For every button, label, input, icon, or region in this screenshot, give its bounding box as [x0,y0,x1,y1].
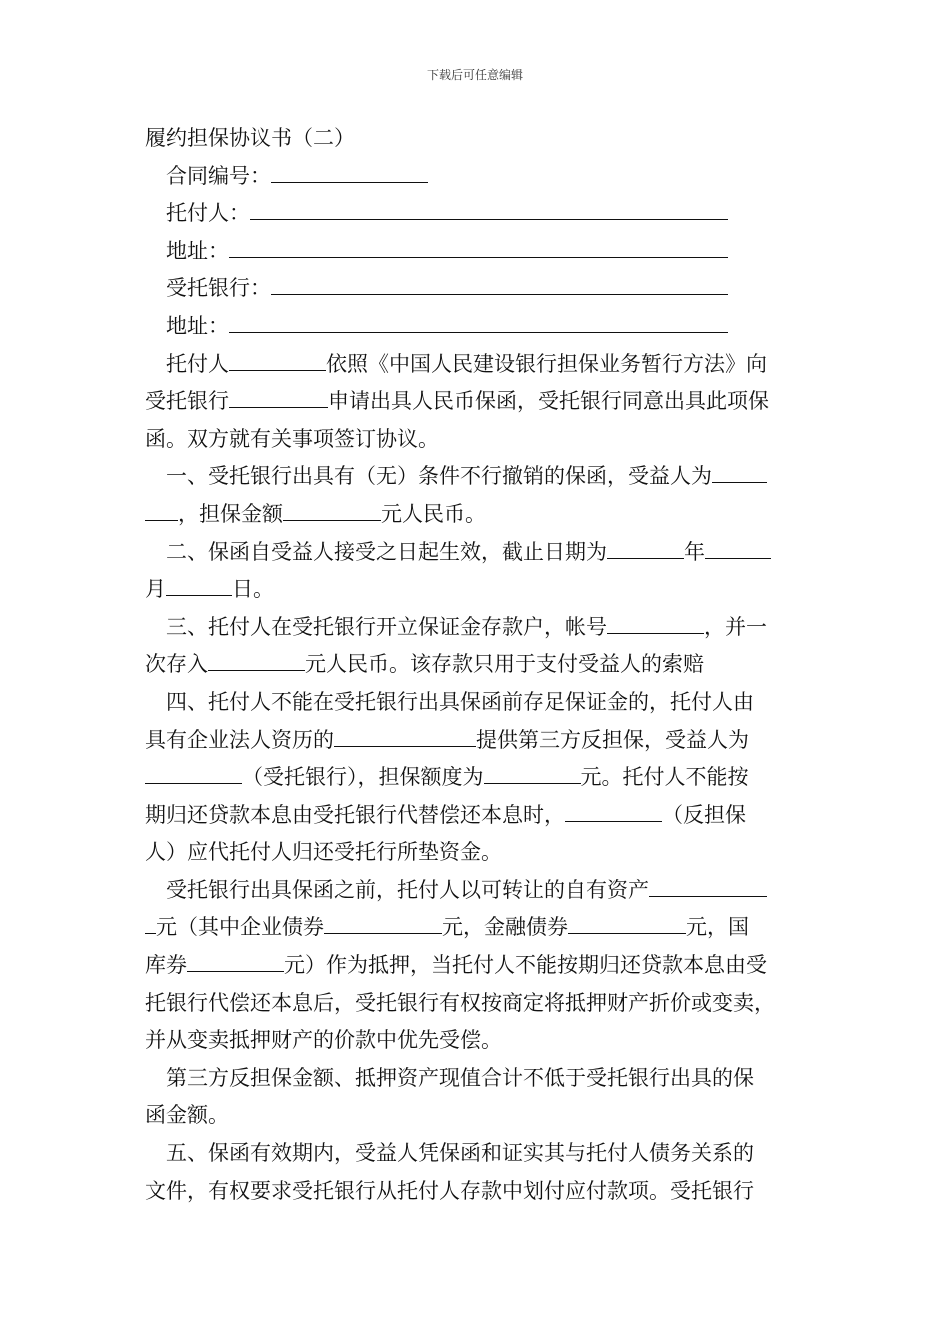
intro-text: 函。双方就有关事项签订协议。 [145,426,439,451]
clause-text: 文件，有权要求受托银行从托付人存款中划付应付款项。受托银行 [145,1178,754,1203]
clause-text: 四、托付人不能在受托银行出具保函前存足保证金的，托付人由 [166,689,754,714]
assets-amount-blank[interactable] [649,873,767,897]
principal-address-blank[interactable] [229,234,728,258]
clause-5-line-1 [145,1135,815,1173]
bank-blank[interactable] [271,271,728,295]
beneficiary-blank-2[interactable] [145,760,242,784]
counter-guarantor-name-blank[interactable] [565,798,662,822]
collateral-text: 托银行代偿还本息后，受托银行有权按商定将抵押财产折价或变卖， [145,990,775,1015]
expiry-year-blank[interactable] [607,535,684,559]
clause-3-line-1 [145,609,815,647]
clause-text: 期归还贷款本息由受托银行代替偿还本息时， [145,802,565,827]
contract-no-blank[interactable] [271,159,428,183]
clause-4-line-2 [145,722,815,760]
collateral-text: 元）作为抵押，当托付人不能按期归还贷款本息由受 [284,953,767,978]
collateral-text: 并从变卖抵押财产的价款中优先受偿。 [145,1028,502,1053]
total-line-2 [145,1097,815,1135]
clause-text: 提供第三方反担保，受益人为 [476,727,749,752]
clause-text: 次存入 [145,652,208,677]
collateral-line-5 [145,1022,815,1060]
bank-line [145,270,815,308]
total-text: 函金额。 [145,1103,229,1128]
clause-text: 元。托付人不能按 [580,765,749,790]
bank-label: 受托银行： [166,276,271,301]
total-line-1 [145,1060,815,1098]
assets-amount-blank-cont[interactable] [145,910,156,934]
deposit-amount-blank[interactable] [208,647,305,671]
document-body [145,120,815,1210]
clause-text: 五、保函有效期内，受益人凭保函和证实其与托付人债务关系的 [166,1141,754,1166]
treasury-bonds-blank[interactable] [187,948,284,972]
beneficiary-blank-cont[interactable] [145,497,178,521]
collateral-line-1 [145,872,815,910]
intro-text: 申请出具人民币保函，受托银行同意出具此项保 [328,389,769,414]
clause-1-line-2 [145,496,815,534]
clause-text: 元人民币。该存款只用于支付受益人的索赔 [305,652,704,677]
intro-line-2 [145,383,815,421]
beneficiary-blank[interactable] [712,459,767,483]
clause-text: 日。 [232,577,274,602]
clause-text: 元人民币。 [381,501,486,526]
bank-address-label: 地址： [166,313,229,338]
clause-4-line-1 [145,684,815,722]
bank-address-line [145,308,815,346]
page-header: 下载后可任意编辑 [426,68,523,82]
collateral-text: 元，金融债券 [442,915,568,940]
clause-text: （反担保 [662,802,746,827]
principal-line [145,195,815,233]
principal-address-label: 地址： [166,238,229,263]
collateral-text: 元（其中企业债券 [156,915,324,940]
clause-4-line-4 [145,797,815,835]
clause-text: 一、受托银行出具有（无）条件不行撤销的保函，受益人为 [166,464,712,489]
clause-5-line-2 [145,1173,815,1211]
collateral-line-4 [145,985,815,1023]
clause-text: 二、保函自受益人接受之日起生效，截止日期为 [166,539,607,564]
clause-text: 年 [684,539,705,564]
document-title: 履约担保协议书（二） [145,126,355,150]
contract-no-line [145,158,815,196]
contract-no-label: 合同编号： [166,163,271,188]
account-no-blank[interactable] [607,610,704,634]
bank-address-blank[interactable] [229,309,728,333]
intro-text: 受托银行 [145,389,229,414]
intro-line-3 [145,421,815,459]
clause-text: 三、托付人在受托银行开立保证金存款户，帐号 [166,614,607,639]
collateral-text: 库券 [145,953,187,978]
intro-text: 依照《中国人民建设银行担保业务暂行方法》向 [326,351,767,376]
corporate-bonds-blank[interactable] [324,910,442,934]
clause-2-line-2 [145,571,815,609]
intro-text: 托付人 [166,351,229,376]
counter-guarantor-blank[interactable] [334,723,476,747]
collateral-line-3 [145,947,815,985]
clause-text: ，担保金额 [178,501,283,526]
intro-line-1 [145,346,815,384]
intro-bank-blank[interactable] [229,384,328,408]
clause-text: 人）应代托付人归还受托行所垫资金。 [145,840,502,865]
clause-2-line-1 [145,534,815,572]
collateral-line-2 [145,909,815,947]
clause-text: （受托银行），担保额度为 [242,765,484,790]
guarantee-amount-blank[interactable] [283,497,381,521]
clause-4-line-5 [145,834,815,872]
clause-4-line-3 [145,759,815,797]
clause-text: ，并一 [704,614,767,639]
principal-blank[interactable] [250,196,728,220]
clause-text: 月 [145,577,166,602]
financial-bonds-blank[interactable] [568,910,686,934]
principal-label: 托付人： [166,201,250,226]
collateral-text: 元，国 [686,915,749,940]
principal-address-line [145,233,815,271]
expiry-month-blank[interactable] [166,572,232,596]
guarantee-limit-blank[interactable] [484,760,581,784]
clause-1-line-1 [145,458,815,496]
intro-principal-blank[interactable] [229,347,326,371]
clause-text: 具有企业法人资历的 [145,727,334,752]
clause-3-line-2 [145,646,815,684]
total-text: 第三方反担保金额、抵押资产现值合计不低于受托银行出具的保 [166,1065,754,1090]
collateral-text: 受托银行出具保函之前，托付人以可转让的自有资产 [166,877,649,902]
expiry-year-blank-2[interactable] [705,535,771,559]
